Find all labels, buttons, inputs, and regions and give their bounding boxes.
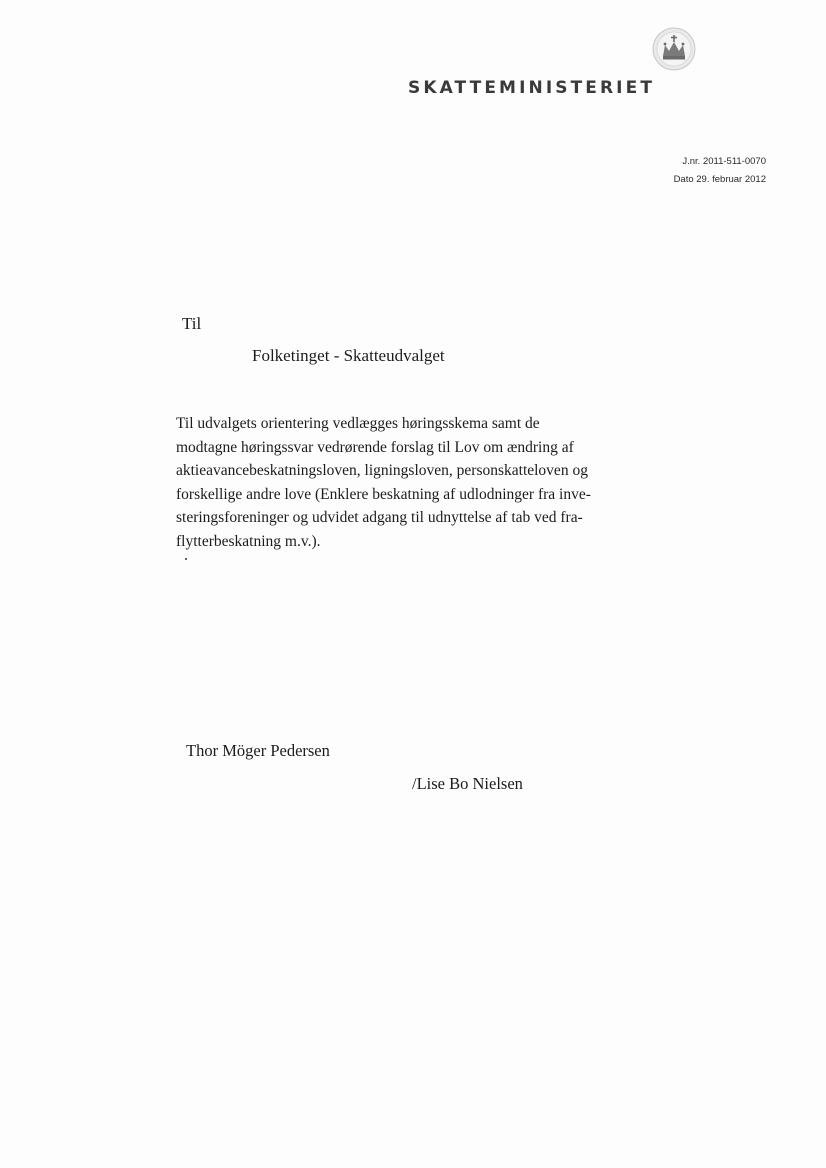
- body-line: steringsforeninger og udvidet adgang til udnyttelse af tab ved fra-: [176, 509, 583, 526]
- salutation: Til: [182, 314, 202, 333]
- body-line: aktieavancebeskatningsloven, ligningsloven, personskatteloven og: [176, 462, 588, 479]
- body-line: flytterbeskatning m.v.).: [176, 532, 321, 550]
- document-meta: [674, 153, 766, 189]
- stray-dot: [185, 558, 187, 560]
- recipient: Folketinget - Skatteudvalget: [252, 346, 445, 365]
- ministry-name: SKATTEMINISTERIET: [408, 78, 656, 98]
- document-date: Dato 29. februar 2012: [673, 174, 766, 185]
- body-line: modtagne høringssvar vedrørende forslag til Lov om ændring af: [176, 438, 574, 456]
- signature-primary: Thor Möger Pedersen: [186, 741, 330, 760]
- body-line: forskellige andre love (Enklere beskatning af udlodninger fra inve-: [176, 485, 591, 503]
- body-line: Til udvalgets orientering vedlægges høringsskema samt de: [176, 415, 540, 432]
- signature-secondary: /Lise Bo Nielsen: [412, 774, 523, 793]
- royal-crown-icon: [650, 24, 698, 74]
- letter-body: [176, 412, 596, 553]
- journal-number: J.nr. 2011-511-0070: [682, 156, 766, 167]
